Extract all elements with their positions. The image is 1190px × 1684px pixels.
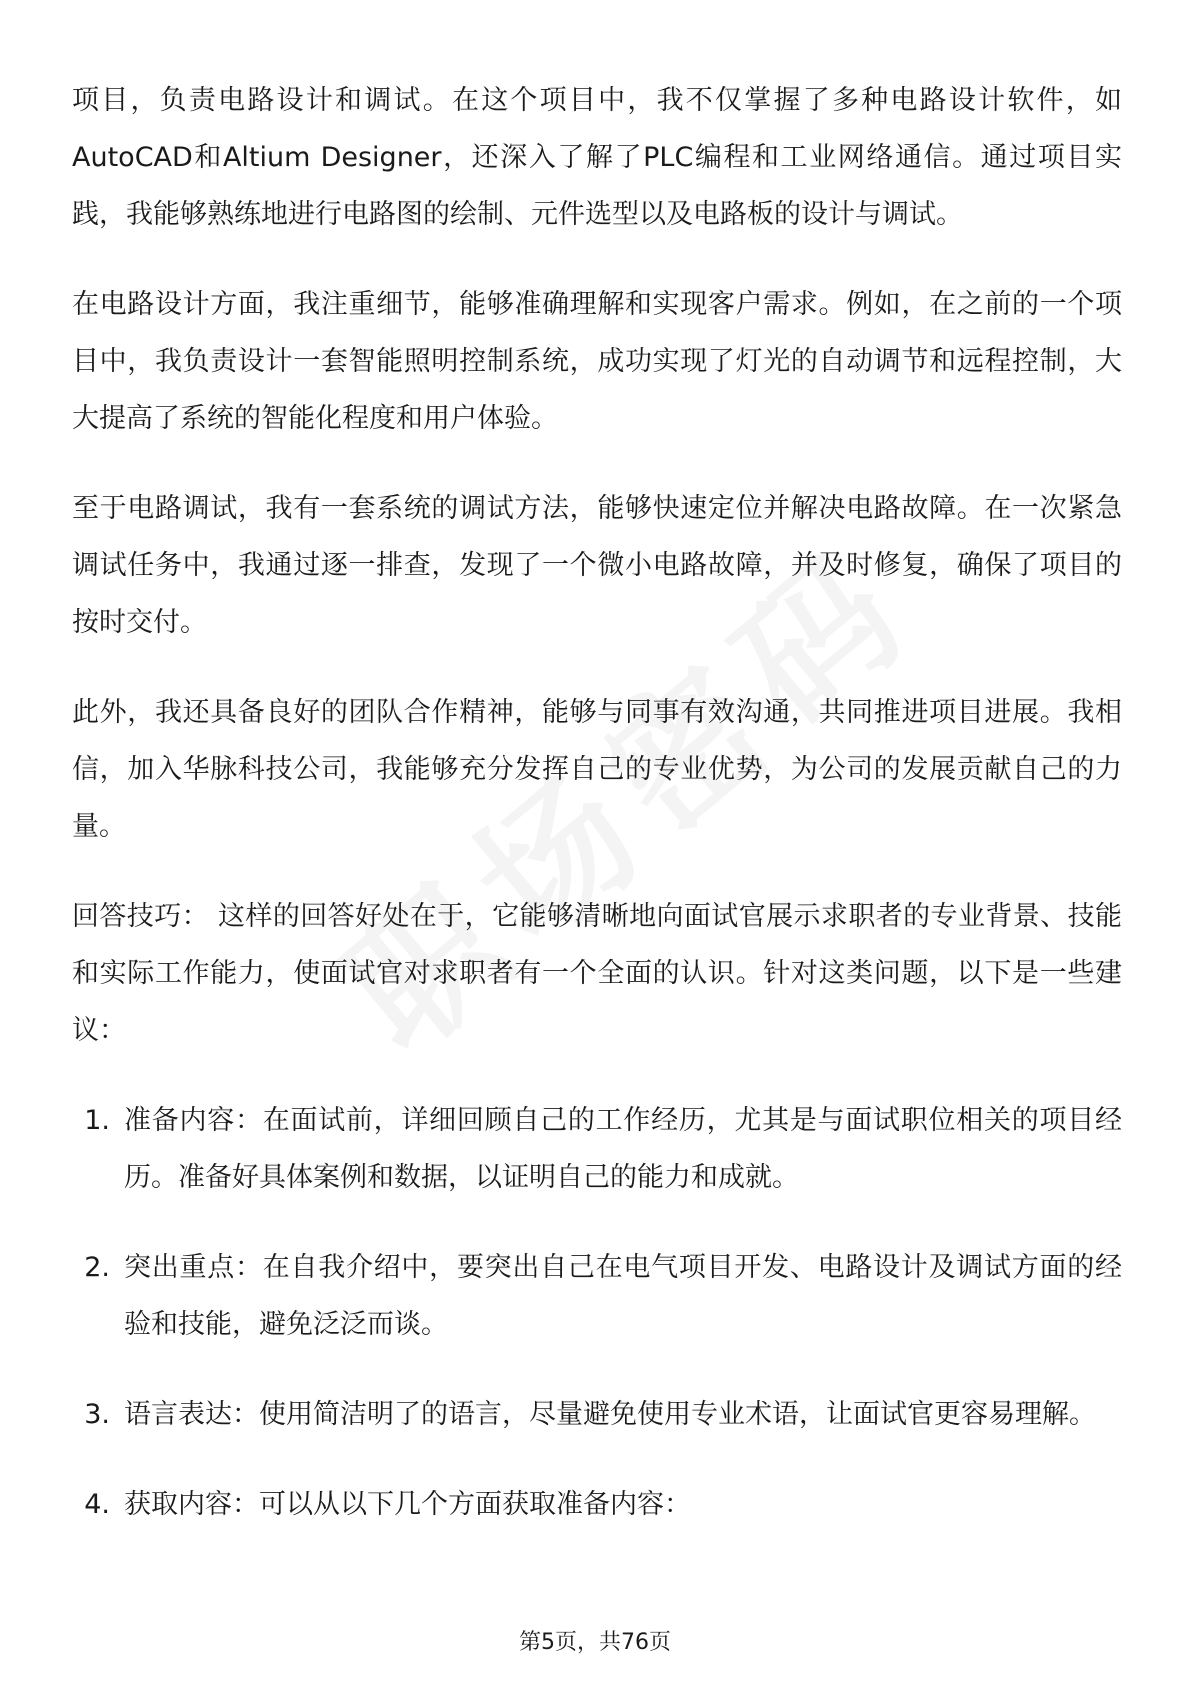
list-item-text: 准备内容：在面试前，详细回顾自己的工作经历，尤其是与面试职位相关的项目经历。准备好具体案例和数据，以证明自己的能力和成就。: [124, 1105, 1122, 1193]
list-number: 1.: [84, 1105, 110, 1136]
answer-tips-paragraph: 回答技巧： 这样的回答好处在于，它能够清晰地向面试官展示求职者的专业背景、技能和实际工作能力，使面试官对求职者有一个全面的认识。针对这类问题，以下是一些建议：: [72, 901, 1122, 1046]
list-number: 3.: [84, 1399, 110, 1430]
paragraph: 项目，负责电路设计和调试。在这个项目中，我不仅掌握了多种电路设计软件，如AutoCAD和Altium Designer，还深入了解了PLC编程和工业网络通信。通过项目实践，我能够熟练地进行电路图的绘制、元件选型以及电路板的设计与调试。: [72, 85, 1122, 230]
paragraph: 此外，我还具备良好的团队合作精神，能够与同事有效沟通，共同推进项目进展。我相信，加入华脉科技公司，我能够充分发挥自己的专业优势，为公司的发展贡献自己的力量。: [72, 697, 1122, 842]
page-content: [72, 72, 1122, 1566]
list-item-text: 突出重点：在自我介绍中，要突出自己在电气项目开发、电路设计及调试方面的经验和技能，避免泛泛而谈。: [124, 1252, 1122, 1340]
list-item: [72, 1476, 1122, 1533]
list-item: [72, 1092, 1122, 1206]
list-item-text: 语言表达：使用简洁明了的语言，尽量避免使用专业术语，让面试官更容易理解。: [124, 1399, 1096, 1430]
paragraph: 在电路设计方面，我注重细节，能够准确理解和实现客户需求。例如，在之前的一个项目中，我负责设计一套智能照明控制系统，成功实现了灯光的自动调节和远程控制，大大提高了系统的智能化程度和用户体验。: [72, 289, 1122, 434]
list-number: 2.: [84, 1252, 110, 1283]
suggestion-list: [72, 1092, 1122, 1533]
list-item-text: 获取内容：可以从以下几个方面获取准备内容：: [124, 1489, 691, 1520]
list-number: 4.: [84, 1489, 110, 1520]
list-item: [72, 1386, 1122, 1443]
page-number-footer: 第5页，共76页: [519, 1630, 671, 1655]
paragraph: 至于电路调试，我有一套系统的调试方法，能够快速定位并解决电路故障。在一次紧急调试任务中，我通过逐一排查，发现了一个微小电路故障，并及时修复，确保了项目的按时交付。: [72, 493, 1122, 638]
list-item: [72, 1239, 1122, 1353]
